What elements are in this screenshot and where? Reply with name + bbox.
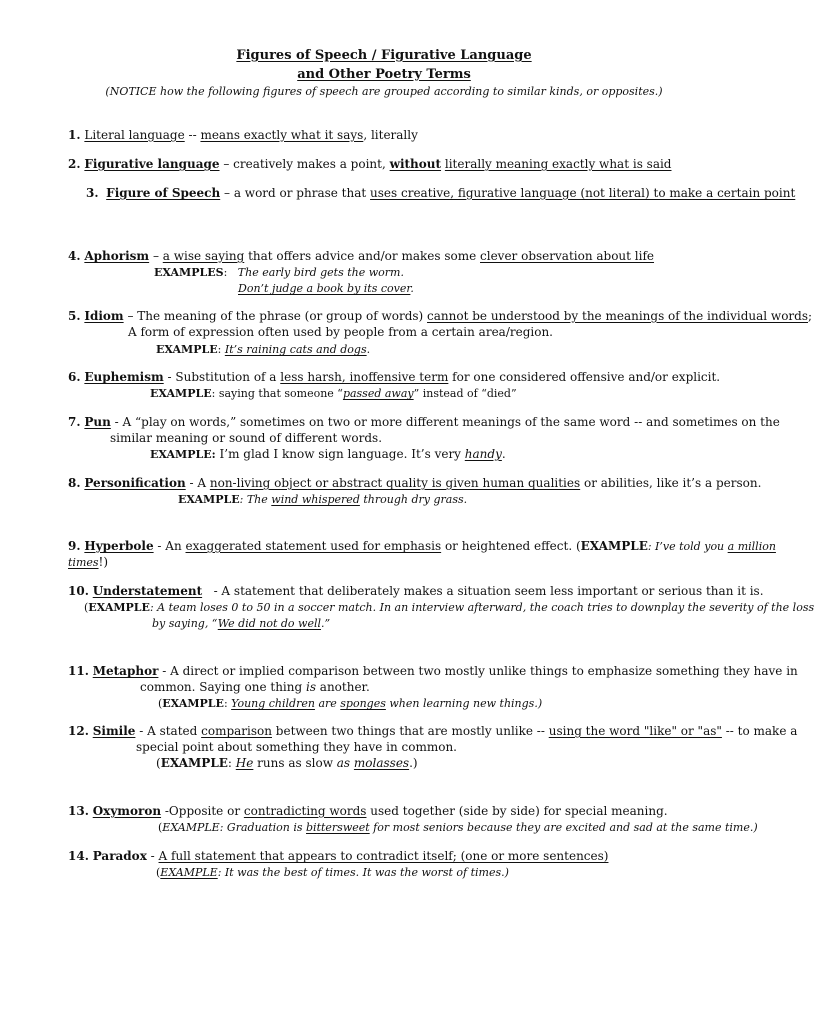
paradox-example: (EXAMPLE: It was the best of times. It was the worst of times.)	[156, 866, 509, 879]
term-figurative-language: Figurative language	[84, 157, 220, 171]
entry-euphemism: 6. Euphemism - Substitution of a less harsh, inoffensive term for one considered offensive and/or explicit.	[68, 370, 721, 384]
metaphor-example: (EXAMPLE: Young children are sponges when learning new things.)	[158, 697, 543, 710]
pun-example: EXAMPLE: I’m glad I know sign language. It’s very handy.	[150, 447, 506, 461]
term-pun: Pun	[84, 415, 111, 429]
term-figure-of-speech: Figure of Speech	[106, 186, 221, 200]
entry-oxymoron: 13. Oxymoron -Opposite or contradicting words used together (side by side) for special meaning.	[68, 804, 668, 818]
term-idiom: Idiom	[84, 309, 124, 323]
entry-hyperbole: 9. Hyperbole - An exaggerated statement used for emphasis or heightened effect. (EXAMPLE: I’ve told you a million	[68, 539, 776, 553]
term-paradox: Paradox	[92, 849, 147, 863]
simile-example: (EXAMPLE: He runs as slow as molasses.)	[156, 756, 418, 770]
metaphor-definition-line-2: common. Saying one thing is another.	[140, 680, 370, 694]
personification-example: EXAMPLE: The wind whispered through dry grass.	[178, 493, 468, 506]
entry-idiom: 5. Idiom – The meaning of the phrase (or group of words) cannot be understood by the meanings of the individual words;	[68, 309, 813, 323]
page-subtitle: and Other Poetry Terms	[297, 67, 471, 82]
aphorism-example-1: EXAMPLES: The early bird gets the worm.	[154, 266, 404, 279]
entry-metaphor: 11. Metaphor - A direct or implied comparison between two mostly unlike things to emphasize something they have in	[68, 664, 798, 678]
oxymoron-example: (EXAMPLE: Graduation is bittersweet for most seniors because they are excited and sad at the same time.)	[158, 821, 758, 834]
entry-pun: 7. Pun - A “play on words,” sometimes on two or more different meanings of the same word -- and sometimes on the	[68, 415, 780, 429]
term-simile: Simile	[92, 724, 136, 738]
understatement-example-cont: by saying, “We did not do well.”	[152, 617, 331, 630]
term-personification: Personification	[84, 476, 186, 490]
term-understatement: Understatement	[92, 584, 203, 598]
grouping-note: (NOTICE how the following figures of speech are grouped according to similar kinds, or opposites.)	[105, 85, 663, 98]
entry-literal-language: 1. Literal language -- means exactly what it says, literally	[68, 128, 418, 142]
idiom-example: EXAMPLE: It’s raining cats and dogs.	[156, 343, 371, 356]
term-oxymoron: Oxymoron	[92, 804, 162, 818]
aphorism-example-2: Don’t judge a book by its cover.	[238, 282, 414, 295]
hyperbole-example-cont: times!)	[68, 555, 109, 569]
page-title: Figures of Speech / Figurative Language	[236, 48, 532, 63]
euphemism-example: EXAMPLE: saying that someone “passed away” instead of “died”	[150, 387, 517, 400]
term-aphorism: Aphorism	[84, 249, 150, 263]
understatement-example: (EXAMPLE: A team loses 0 to 50 in a soccer match. In an interview afterward, the coach tries to downplay the severity of the loss	[84, 601, 814, 614]
entry-figurative-language: 2. Figurative language – creatively makes a point, without literally meaning exactly what is said	[68, 157, 672, 171]
entry-simile: 12. Simile - A stated comparison between two things that are mostly unlike -- using the word "like" or "as" -- to make a	[68, 724, 798, 738]
idiom-definition-line-2: A form of expression often used by people from a certain area/region.	[128, 325, 553, 339]
term-hyperbole: Hyperbole	[84, 539, 154, 553]
simile-definition-line-2: special point about something they have in common.	[136, 740, 457, 754]
entry-personification: 8. Personification - A non-living object or abstract quality is given human qualities or abilities, like it’s a person.	[68, 476, 762, 490]
entry-figure-of-speech: 3. Figure of Speech – a word or phrase that uses creative, figurative language (not literal) to make a certain point	[86, 186, 796, 200]
term-metaphor: Metaphor	[92, 664, 159, 678]
term-literal-language: Literal language	[84, 128, 185, 142]
entry-paradox: 14. Paradox - A full statement that appears to contradict itself; (one or more sentences)	[68, 849, 609, 863]
term-euphemism: Euphemism	[84, 370, 164, 384]
pun-definition-line-2: similar meaning or sound of different words.	[110, 431, 383, 445]
entry-aphorism: 4. Aphorism – a wise saying that offers advice and/or makes some clever observation about life	[68, 249, 655, 263]
entry-understatement: 10. Understatement - A statement that deliberately makes a situation seem less important or serious than it is.	[68, 584, 764, 598]
